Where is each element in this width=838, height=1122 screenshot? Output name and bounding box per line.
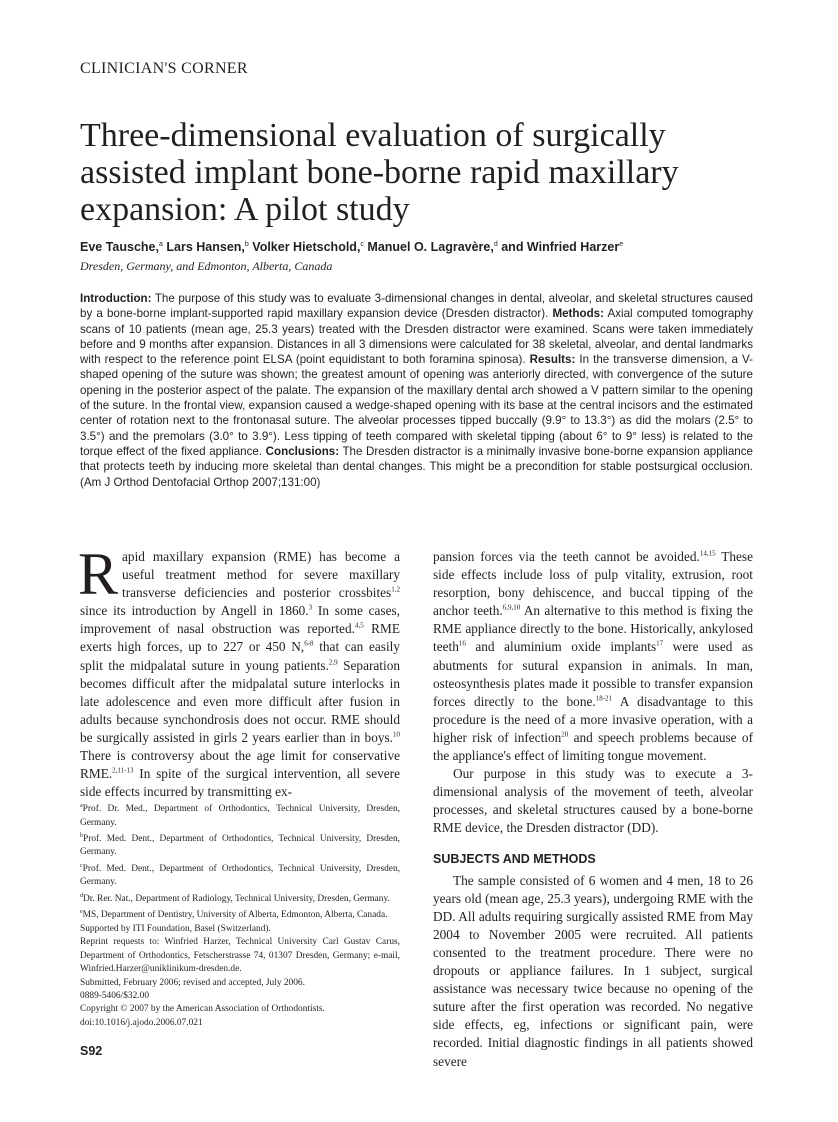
author-name: Volker Hietschold,	[252, 240, 361, 254]
footnote-marker: c	[80, 862, 83, 869]
body-text: RME exerts high forces, up to 227 or 450 N,	[80, 621, 401, 655]
support-note: Supported by ITI Foundation, Basel (Switzerland).	[80, 923, 271, 934]
body-text: There is controversy about the age limit for conservative RME.	[80, 748, 400, 782]
citation: 16	[458, 640, 466, 649]
submission-dates: Submitted, February 2006; revised and accepted, July 2006.	[80, 977, 305, 988]
author-name: Eve Tausche,	[80, 240, 159, 254]
citation: 20	[561, 730, 569, 739]
footnote	[80, 890, 400, 907]
footnote	[80, 860, 400, 890]
abstract-methods-text: Axial computed tomography scans of 10 patients (mean age, 25.3 years) treated with the Dresden distractor were examined. Scans were taken immediately before and 9 months after expansion. Distances in all 3 dimensions were calculated for 38 skeletal, alveolar, and dental landmarks with respect to the reference point ELSA (point equidistant to both foramina spinosa).	[80, 307, 753, 367]
citation: 2,11-13	[112, 766, 134, 775]
body-column-right	[433, 548, 753, 1071]
abstract-results-text: In the transverse dimension, a V-shaped opening of the suture was shown; the greatest amount of opening was anteriorly directed, with convergence of the suture opening in the posterior aspect of the palate. The expansion of the maxillary dental arch showed a V pattern similar to the opening of the suture. In the frontal view, expansion caused a wedge-shaped opening with its base at the central incisors and the estimated center of rotation next to the frontonasal suture. The alveolar processes tipped buccally (9.9° to 13.3°) as did the molars (2.5° to 3.5°) and the premolars (3.0° to 3.9°). Less tipping of teeth compared with skeletal tipping (about 6° to 9° less) is related to the torque effect of the fixed appliance.	[80, 353, 753, 458]
author-name: Lars Hansen,	[166, 240, 245, 254]
body-text: pansion forces via the teeth cannot be avoided.	[433, 549, 700, 564]
citation: 6,9,10	[502, 603, 521, 612]
author-affiliation: Dresden, Germany, and Edmonton, Alberta, Canada	[80, 259, 333, 273]
footnote-marker: e	[80, 909, 83, 916]
footnotes	[80, 800, 400, 1030]
citation: 6-8	[304, 640, 314, 649]
author-name: Manuel O. Lagravère,	[367, 240, 494, 254]
citation: 18-21	[595, 694, 613, 703]
copyright: Copyright © 2007 by the American Association of Orthodontists.	[80, 1004, 325, 1015]
author-affil-marker: b	[244, 240, 249, 248]
author-affil-marker: c	[360, 240, 364, 248]
drop-cap: R	[78, 541, 119, 607]
footnote	[80, 906, 400, 923]
article-title: Three-dimensional evaluation of surgically assisted implant bone-borne rapid maxillary expansion: A pilot study	[80, 117, 679, 228]
body-text: and speech problems because of the appliance's effect of limiting tongue movement.	[433, 729, 753, 764]
footnote-text: Prof. Med. Dent., Department of Orthodontics, Technical University, Dresden, Germany.	[80, 864, 400, 888]
body-text: A disadvantage to this procedure is the need of a more invasive operation, with a higher risk of infection	[433, 693, 753, 745]
abstract-methods-label: Methods:	[552, 307, 604, 321]
abstract-intro-label: Introduction:	[80, 292, 152, 305]
footnote-marker: a	[80, 803, 83, 809]
body-text: were used as abutments for sutural expansion in animals. In man, osteosynthesis plates made it possible to transfer expansion forces directly to the bone.	[433, 639, 753, 709]
author-affil-marker: e	[619, 240, 624, 248]
abstract-results-label: Results:	[529, 353, 576, 367]
methods-paragraph: The sample consisted of 6 women and 4 men, 18 to 26 years old (mean age, 25.3 years), undergoing RME with the DD. All adults requiring surgically assisted RME from May 2004 to November 2005 were recruited. All patients consented to the treatment procedure. There were no dropouts or appliance failures. In 1 subject, surgical assistance was necessary twice because no opening of the suture after the first operation was recorded. No negative side effects, eg, infections or significant pain, were recorded. Initial diagnostic findings in all patients showed severe	[433, 872, 753, 1069]
author-affil-marker: a	[158, 240, 163, 248]
body-column-left	[78, 541, 401, 801]
body-text: In some cases, improvement of nasal obstruction was reported.	[80, 603, 401, 637]
body-text: In spite of the surgical intervention, all severe side effects incurred by transmitting ex-	[80, 766, 400, 800]
issn: 0889-5406/$32.00	[80, 990, 150, 1001]
body-text: apid maxillary expansion (RME) has become a useful treatment method for severe maxillary transverse deficiencies and posterior crossbites	[122, 549, 400, 601]
citation: 14,15	[699, 549, 716, 558]
footnote-text: Dr. Rer. Nat., Department of Radiology, Technical University, Dresden, Germany.	[83, 893, 390, 904]
body-text: that can easily split the midpalatal suture in young patients.	[80, 639, 400, 673]
citation: 2,9	[328, 658, 338, 667]
section-label: CLINICIAN'S CORNER	[80, 60, 248, 77]
body-text: These side effects include loss of pulp vitality, extrusion, root resorption, bony dehiscence, and buccal tipping of the anchor teeth.	[433, 549, 753, 619]
citation: 10	[393, 730, 400, 739]
footnote	[80, 800, 400, 830]
abstract-conclusions-label: Conclusions:	[265, 444, 340, 458]
abstract-conclusions-text: The Dresden distractor is a minimally invasive bone-borne expansion appliance that protects teeth by inducing more skeletal than dental changes. This might be a precondition for stable postsurgical occlusion. (Am J Orthod Dentofacial Orthop 2007;131:00)	[80, 444, 753, 489]
section-heading: SUBJECTS AND METHODS	[433, 851, 596, 866]
footnote-marker: b	[80, 832, 83, 839]
citation: 4,5	[354, 621, 364, 630]
citation: 3	[308, 603, 313, 612]
citation: 17	[656, 640, 664, 649]
author-affil-marker: d	[493, 240, 498, 248]
body-text: Separation becomes difficult after the midpalatal suture interlocks in late adolescence and even more difficult after fusion in adults because synchondrosis does not occur. RME should be surgically assisted in girls 2 years earlier than in boys.	[80, 657, 400, 745]
footnote-marker: d	[80, 892, 83, 899]
reprint-request: Reprint requests to: Winfried Harzer, Technical University Carl Gustav Carus, Department of Orthodontics, Fetscherstrasse 74, 01307 Dresden, Germany; e-mail, Winfried.Harzer@uniklinikum-dresden.de.	[80, 937, 400, 975]
abstract	[80, 291, 753, 490]
body-text: and aluminium oxide implants	[465, 639, 657, 655]
abstract-intro-text: The purpose of this study was to evaluate 3-dimensional changes in dental, alveolar, and skeletal structures caused by a bone-borne implant-supported rapid maxillary expansion device (Dresden distractor).	[80, 292, 753, 321]
body-text: since its introduction by Angell in 1860.	[80, 603, 309, 619]
footnote-text: Prof. Dr. Med., Department of Orthodontics, Technical University, Dresden, Germany.	[80, 804, 400, 828]
intro-paragraph	[78, 541, 401, 801]
author-list	[80, 240, 780, 254]
footnote-text: Prof. Med. Dent., Department of Orthodontics, Technical University, Dresden, Germany.	[80, 834, 400, 858]
footnote-text: MS, Department of Dentistry, University of Alberta, Edmonton, Alberta, Canada.	[82, 910, 388, 921]
purpose-paragraph: Our purpose in this study was to execute a 3-dimensional analysis of the movement of teeth, alveolar processes, and skeletal structures caused by a bone-borne RME device, the Dresden distractor (DD).	[433, 766, 753, 836]
footnote	[80, 830, 400, 860]
doi: doi:10.1016/j.ajodo.2006.07.021	[80, 1017, 203, 1028]
page-number: S92	[80, 1044, 103, 1058]
author-name: and Winfried Harzer	[501, 240, 620, 254]
intro-paragraph-continued	[433, 548, 753, 765]
body-text: An alternative to this method is fixing the RME appliance directly to the bone. Historically, ankylosed teeth	[433, 603, 753, 655]
citation: 1,2	[391, 585, 400, 594]
